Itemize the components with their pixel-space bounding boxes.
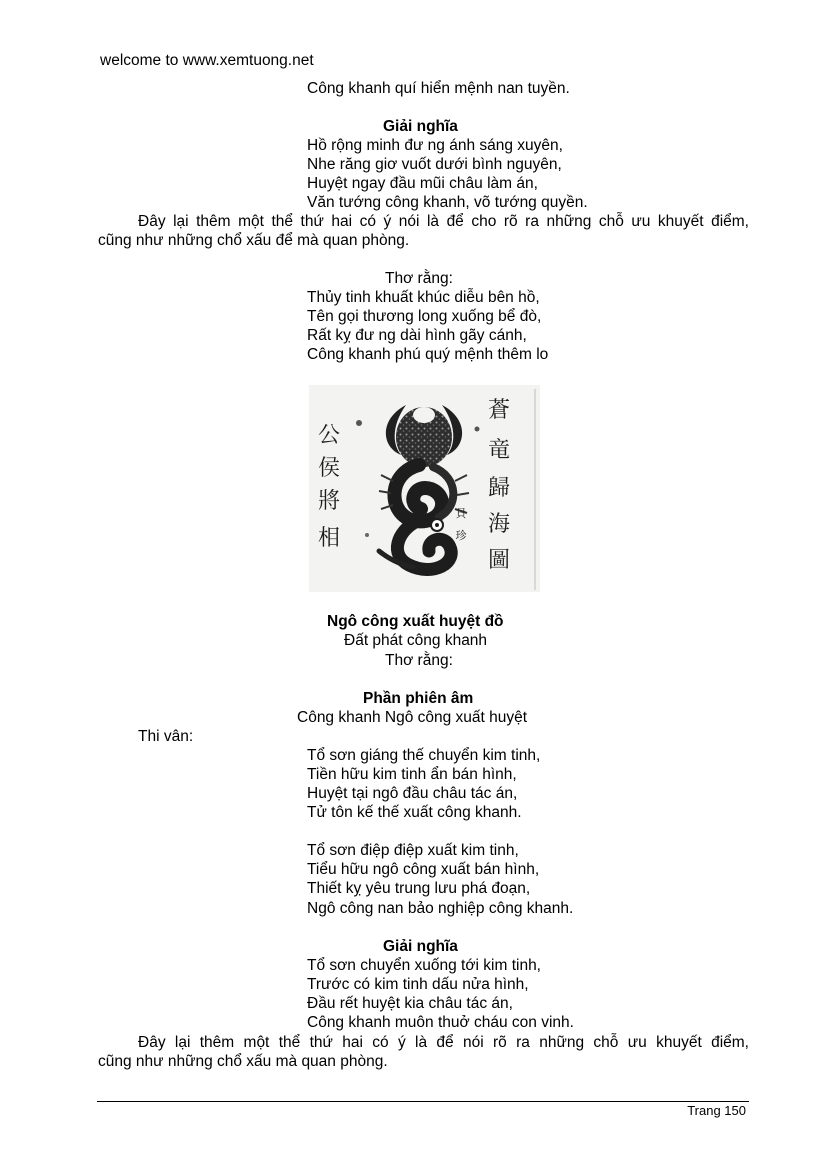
thi-van-label: Thi vân: xyxy=(138,728,194,745)
paragraph-line: cũng như những chổ xấu để mà quan phòng. xyxy=(98,232,410,249)
verse-line: Tổ sơn giáng thế chuyển kim tinh, xyxy=(307,747,541,764)
figure-char: 竜 xyxy=(487,438,511,463)
figure-char: 公 xyxy=(317,423,341,448)
figure-small-char: 貝 xyxy=(455,507,467,520)
verse-line: Công khanh muôn thuở cháu con vinh. xyxy=(307,1014,574,1031)
verse-line: Rất kỵ đư ng dài hình gãy cánh, xyxy=(307,327,527,344)
figure-char: 圖 xyxy=(487,548,511,573)
figure-char: 將 xyxy=(317,489,341,514)
verse-line: Công khanh phú quý mệnh thêm lo xyxy=(307,346,549,363)
figure-small-char: 珍 xyxy=(455,529,467,542)
verse-line: Huyệt tại ngô đầu châu tác án, xyxy=(307,785,518,802)
figure-subtitle: Đất phát công khanh xyxy=(344,632,488,649)
verse-line: Tên gọi thương long xuống bể đò, xyxy=(307,308,542,325)
head-mark xyxy=(413,407,435,423)
verse-line: Tiểu hữu ngô công xuất bán hình, xyxy=(307,861,540,878)
verse-line: Tổ sơn điệp điệp xuất kim tinh, xyxy=(307,842,519,859)
poem-intro: Thơ rằng: xyxy=(385,270,453,287)
section-heading: Giải nghĩa xyxy=(383,118,458,135)
section-subheading: Công khanh Ngô công xuất huyệt xyxy=(297,709,528,726)
verse-line: Đầu rết huyệt kia châu tác án, xyxy=(307,995,513,1012)
figure-char: 侯 xyxy=(317,456,341,481)
verse-line: Ngô công nan bảo nghiệp công khanh. xyxy=(307,900,574,917)
section-heading: Phần phiên âm xyxy=(363,690,474,707)
figure-title: Ngô công xuất huyệt đồ xyxy=(327,613,504,630)
verse-line: Nhe răng giơ vuốt dưới bình nguyên, xyxy=(307,156,562,173)
paragraph-line: Đây lại thêm một thể thứ hai có ý nói là để cho rõ ra những chỗ ưu khuyết điểm, xyxy=(138,213,749,230)
figure-char: 相 xyxy=(317,526,341,551)
figure-char: 歸 xyxy=(487,476,511,501)
paragraph-line: cũng như những chổ xấu mà quan phòng. xyxy=(98,1053,388,1070)
illustration-svg xyxy=(309,385,540,592)
centipede-illustration xyxy=(309,385,540,592)
verse-line: Tiền hữu kim tinh ẩn bán hình, xyxy=(307,766,517,783)
poem-intro: Thơ rằng: xyxy=(385,652,453,669)
verse-line: Công khanh quí hiển mệnh nan tuyền. xyxy=(307,80,570,97)
figure-char: 海 xyxy=(487,512,511,537)
verse-line: Tổ sơn chuyển xuống tới kim tinh, xyxy=(307,957,541,974)
verse-line: Trước có kim tinh dấu nửa hình, xyxy=(307,976,529,993)
page-number: Trang 150 xyxy=(687,1103,746,1118)
paragraph-line: Đây lại thêm một thể thứ hai có ý là để nói rõ ra những chỗ ưu khuyết điểm, xyxy=(138,1034,749,1051)
verse-line: Văn tướng công khanh, võ tướng quyền. xyxy=(307,194,588,211)
verse-line: Thủy tinh khuất khúc diễu bên hồ, xyxy=(307,289,540,306)
site-header: welcome to www.xemtuong.net xyxy=(100,52,314,69)
verse-line: Thiết kỵ yêu trung lưu phá đoạn, xyxy=(307,880,531,897)
section-heading: Giải nghĩa xyxy=(383,938,458,955)
verse-line: Hồ rộng minh đư ng ánh sáng xuyên, xyxy=(307,137,563,154)
figure-char: 蒼 xyxy=(487,398,511,423)
verse-line: Huyệt ngay đầu mũi châu làm án, xyxy=(307,175,538,192)
verse-line: Tử tôn kế thế xuất công khanh. xyxy=(307,804,522,821)
